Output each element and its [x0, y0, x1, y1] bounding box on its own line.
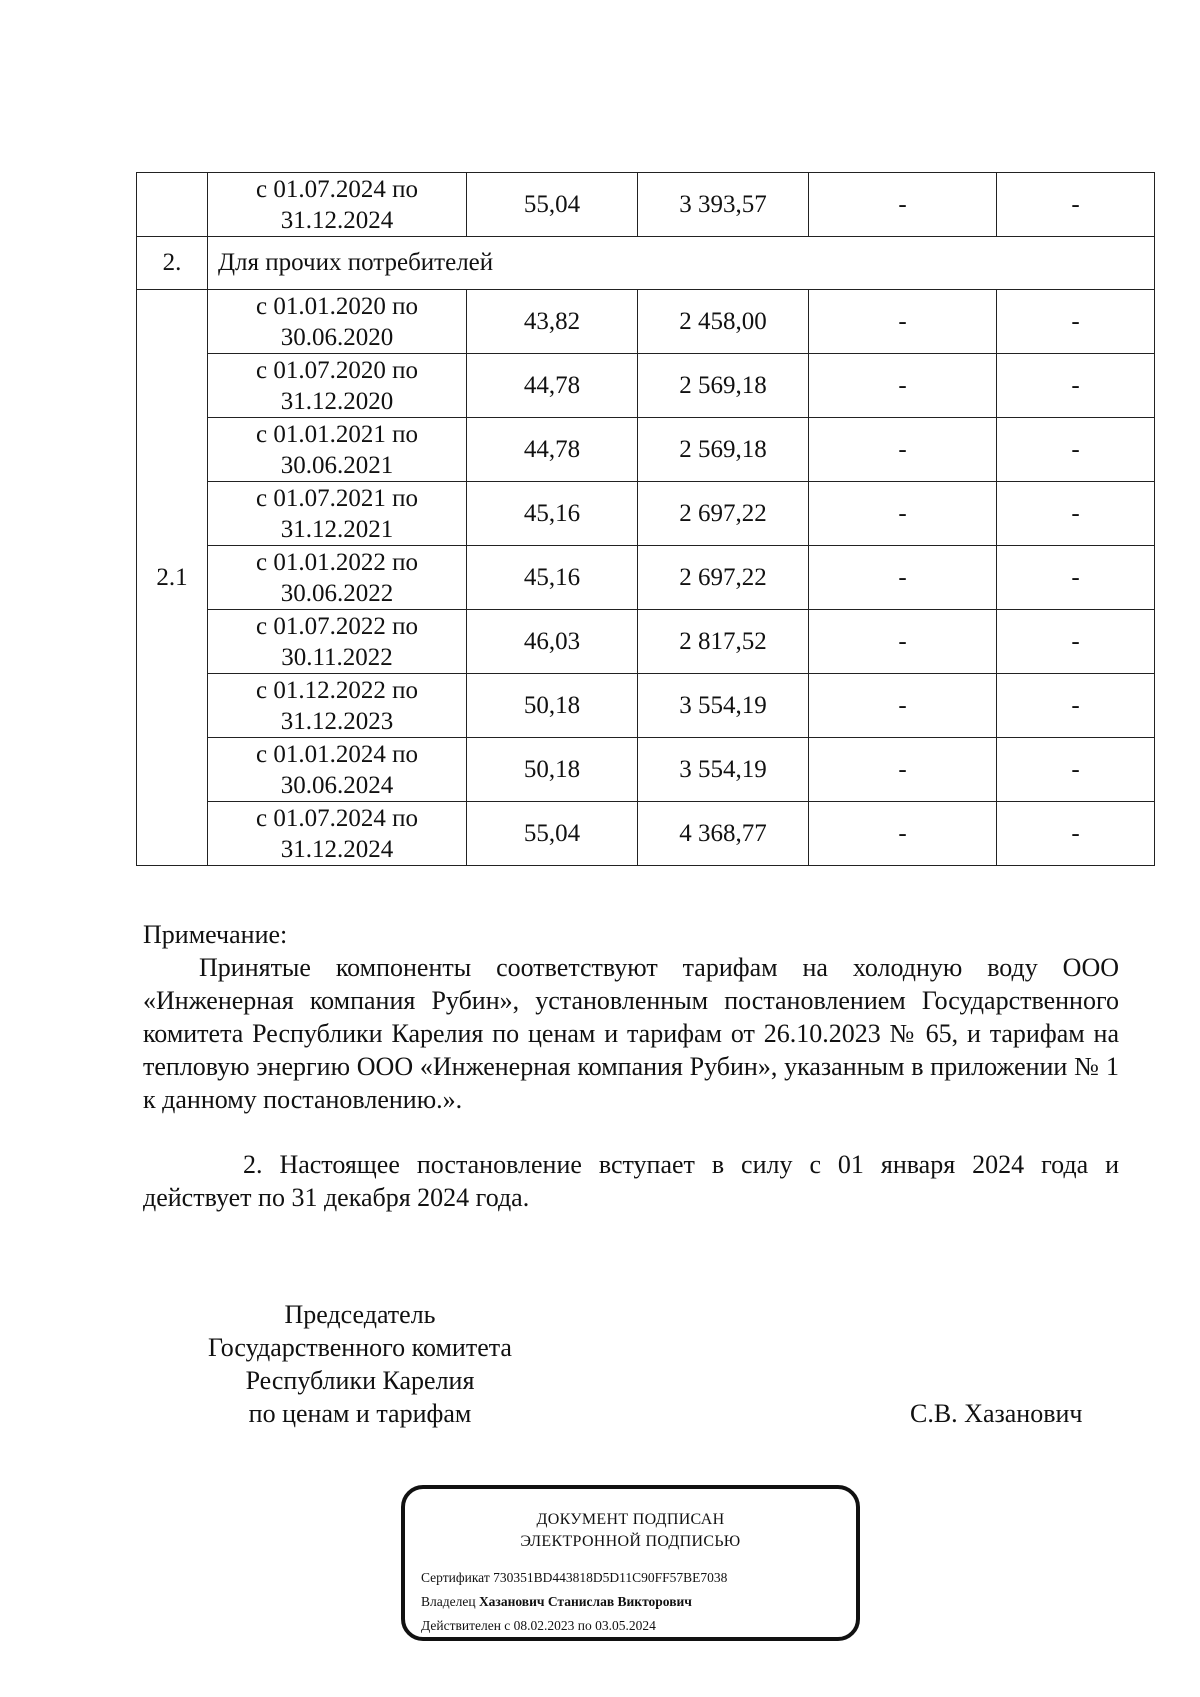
period-end: 30.06.2022	[280, 579, 394, 607]
table-row	[137, 482, 1155, 546]
value-cell-2: 3 393,57	[638, 173, 809, 237]
period-start: с 01.07.2020 по	[256, 356, 418, 384]
table-row	[137, 354, 1155, 418]
period-start: с 01.07.2024 по	[256, 804, 418, 832]
value-cell-2: 2 697,22	[638, 546, 809, 610]
value-cell-1: 50,18	[467, 674, 638, 738]
period-end: 30.06.2021	[280, 451, 394, 479]
period-end: 30.11.2022	[281, 643, 393, 671]
value-cell-2: 4 368,77	[638, 802, 809, 866]
stamp-details	[421, 1566, 727, 1638]
table-row	[137, 802, 1155, 866]
period-end: 31.12.2024	[280, 206, 394, 234]
table-row	[137, 173, 1155, 237]
signatory-line-4: по ценам и тарифам	[248, 1399, 472, 1428]
table-row	[137, 546, 1155, 610]
value-cell-2: 3 554,19	[638, 738, 809, 802]
period-start: с 01.01.2022 по	[256, 548, 418, 576]
valid-to: 03.05.2024	[595, 1618, 656, 1633]
period-cell	[208, 354, 467, 418]
stamp-heading-line-1: ДОКУМЕНТ ПОДПИСАН	[536, 1511, 725, 1528]
period-start: с 01.07.2021 по	[256, 484, 418, 512]
period-start: с 01.01.2021 по	[256, 420, 418, 448]
value-cell-3: -	[809, 546, 997, 610]
period-start: с 01.07.2024 по	[256, 175, 418, 203]
value-cell-4: -	[997, 418, 1155, 482]
value-cell-4: -	[997, 173, 1155, 237]
value-cell-2: 3 554,19	[638, 674, 809, 738]
stamp-heading	[405, 1509, 856, 1553]
valid-label: Действителен с	[421, 1618, 511, 1633]
value-cell-1: 44,78	[467, 354, 638, 418]
stamp-heading-line-2: ЭЛЕКТРОННОЙ ПОДПИСЬЮ	[520, 1533, 741, 1550]
period-cell	[208, 482, 467, 546]
period-end: 31.12.2023	[280, 707, 394, 735]
signer-name: С.В. Хазанович	[910, 1399, 1083, 1428]
value-cell-3: -	[809, 738, 997, 802]
valid-from: 08.02.2023	[513, 1618, 575, 1633]
period-end: 31.12.2021	[280, 515, 394, 543]
value-cell-2: 2 569,18	[638, 418, 809, 482]
signatory-title	[165, 1298, 555, 1430]
period-cell	[208, 290, 467, 354]
cert-value: 730351BD443818D5D11C90FF57BE7038	[493, 1570, 728, 1585]
value-cell-1: 50,18	[467, 738, 638, 802]
value-cell-4: -	[997, 610, 1155, 674]
signatory-line-2: Государственного комитета	[208, 1333, 512, 1362]
period-end: 30.06.2020	[280, 323, 394, 351]
value-cell-2: 2 458,00	[638, 290, 809, 354]
value-cell-3: -	[809, 173, 997, 237]
section-number: 2.	[137, 237, 208, 290]
value-cell-2: 2 817,52	[638, 610, 809, 674]
value-cell-4: -	[997, 546, 1155, 610]
note-body: Принятые компоненты соответствуют тарифам на холодную воду ООО «Инженерная компания Рубин», установленным постановлением Государственного комитета Республики Карелия по ценам и тарифам от 26.10.2023 № 65, и тарифам на тепловую энергию ООО «Инженерная компания Рубин», указанным в приложении № 1 к данному постановлению.».	[143, 953, 1119, 1114]
value-cell-1: 43,82	[467, 290, 638, 354]
period-start: с 01.12.2022 по	[256, 676, 418, 704]
note-block	[143, 918, 1119, 1116]
value-cell-1: 45,16	[467, 546, 638, 610]
value-cell-4: -	[997, 674, 1155, 738]
value-cell-3: -	[809, 610, 997, 674]
period-cell	[208, 546, 467, 610]
cert-label: Сертификат	[421, 1570, 490, 1585]
note-title: Примечание:	[143, 920, 288, 949]
value-cell-1: 46,03	[467, 610, 638, 674]
period-start: с 01.01.2020 по	[256, 292, 418, 320]
period-start: с 01.01.2024 по	[256, 740, 418, 768]
value-cell-4: -	[997, 738, 1155, 802]
signatory-line-1: Председатель	[284, 1300, 436, 1329]
value-cell-4: -	[997, 290, 1155, 354]
value-cell-3: -	[809, 674, 997, 738]
value-cell-3: -	[809, 354, 997, 418]
period-cell	[208, 802, 467, 866]
period-cell	[208, 674, 467, 738]
value-cell-1: 44,78	[467, 418, 638, 482]
e-signature-stamp	[401, 1485, 860, 1641]
period-end: 31.12.2020	[280, 387, 394, 415]
period-cell	[208, 738, 467, 802]
value-cell-3: -	[809, 290, 997, 354]
table-row	[137, 290, 1155, 354]
period-cell	[208, 173, 467, 237]
signatory-line-3: Республики Карелия	[245, 1366, 475, 1395]
clause-2: 2. Настоящее постановление вступает в силу с 01 января 2024 года и действует по 31 декабря 2024 года.	[143, 1150, 1119, 1212]
table-row	[137, 738, 1155, 802]
period-cell	[208, 418, 467, 482]
value-cell-3: -	[809, 482, 997, 546]
stamp-certificate	[421, 1566, 727, 1590]
stamp-owner	[421, 1590, 727, 1614]
tariff-table-body	[137, 173, 1155, 866]
group-number: 2.1	[137, 290, 208, 866]
owner-label: Владелец	[421, 1594, 476, 1609]
period-end: 31.12.2024	[280, 835, 394, 863]
period-end: 30.06.2024	[280, 771, 394, 799]
value-cell-3: -	[809, 802, 997, 866]
owner-value: Хазанович Станислав Викторович	[478, 1594, 692, 1609]
value-cell-4: -	[997, 354, 1155, 418]
table-row	[137, 610, 1155, 674]
period-cell	[208, 610, 467, 674]
value-cell-2: 2 569,18	[638, 354, 809, 418]
section-row	[137, 237, 1155, 290]
table-row	[137, 674, 1155, 738]
row-number	[137, 173, 208, 237]
value-cell-1: 45,16	[467, 482, 638, 546]
section-title: Для прочих потребителей	[208, 237, 1155, 290]
value-cell-1: 55,04	[467, 802, 638, 866]
tariff-table	[136, 172, 1155, 866]
value-cell-2: 2 697,22	[638, 482, 809, 546]
table-row	[137, 418, 1155, 482]
valid-to-label: по	[577, 1618, 592, 1633]
value-cell-4: -	[997, 482, 1155, 546]
value-cell-4: -	[997, 802, 1155, 866]
stamp-validity	[421, 1614, 727, 1638]
value-cell-3: -	[809, 418, 997, 482]
value-cell-1: 55,04	[467, 173, 638, 237]
period-start: с 01.07.2022 по	[256, 612, 418, 640]
